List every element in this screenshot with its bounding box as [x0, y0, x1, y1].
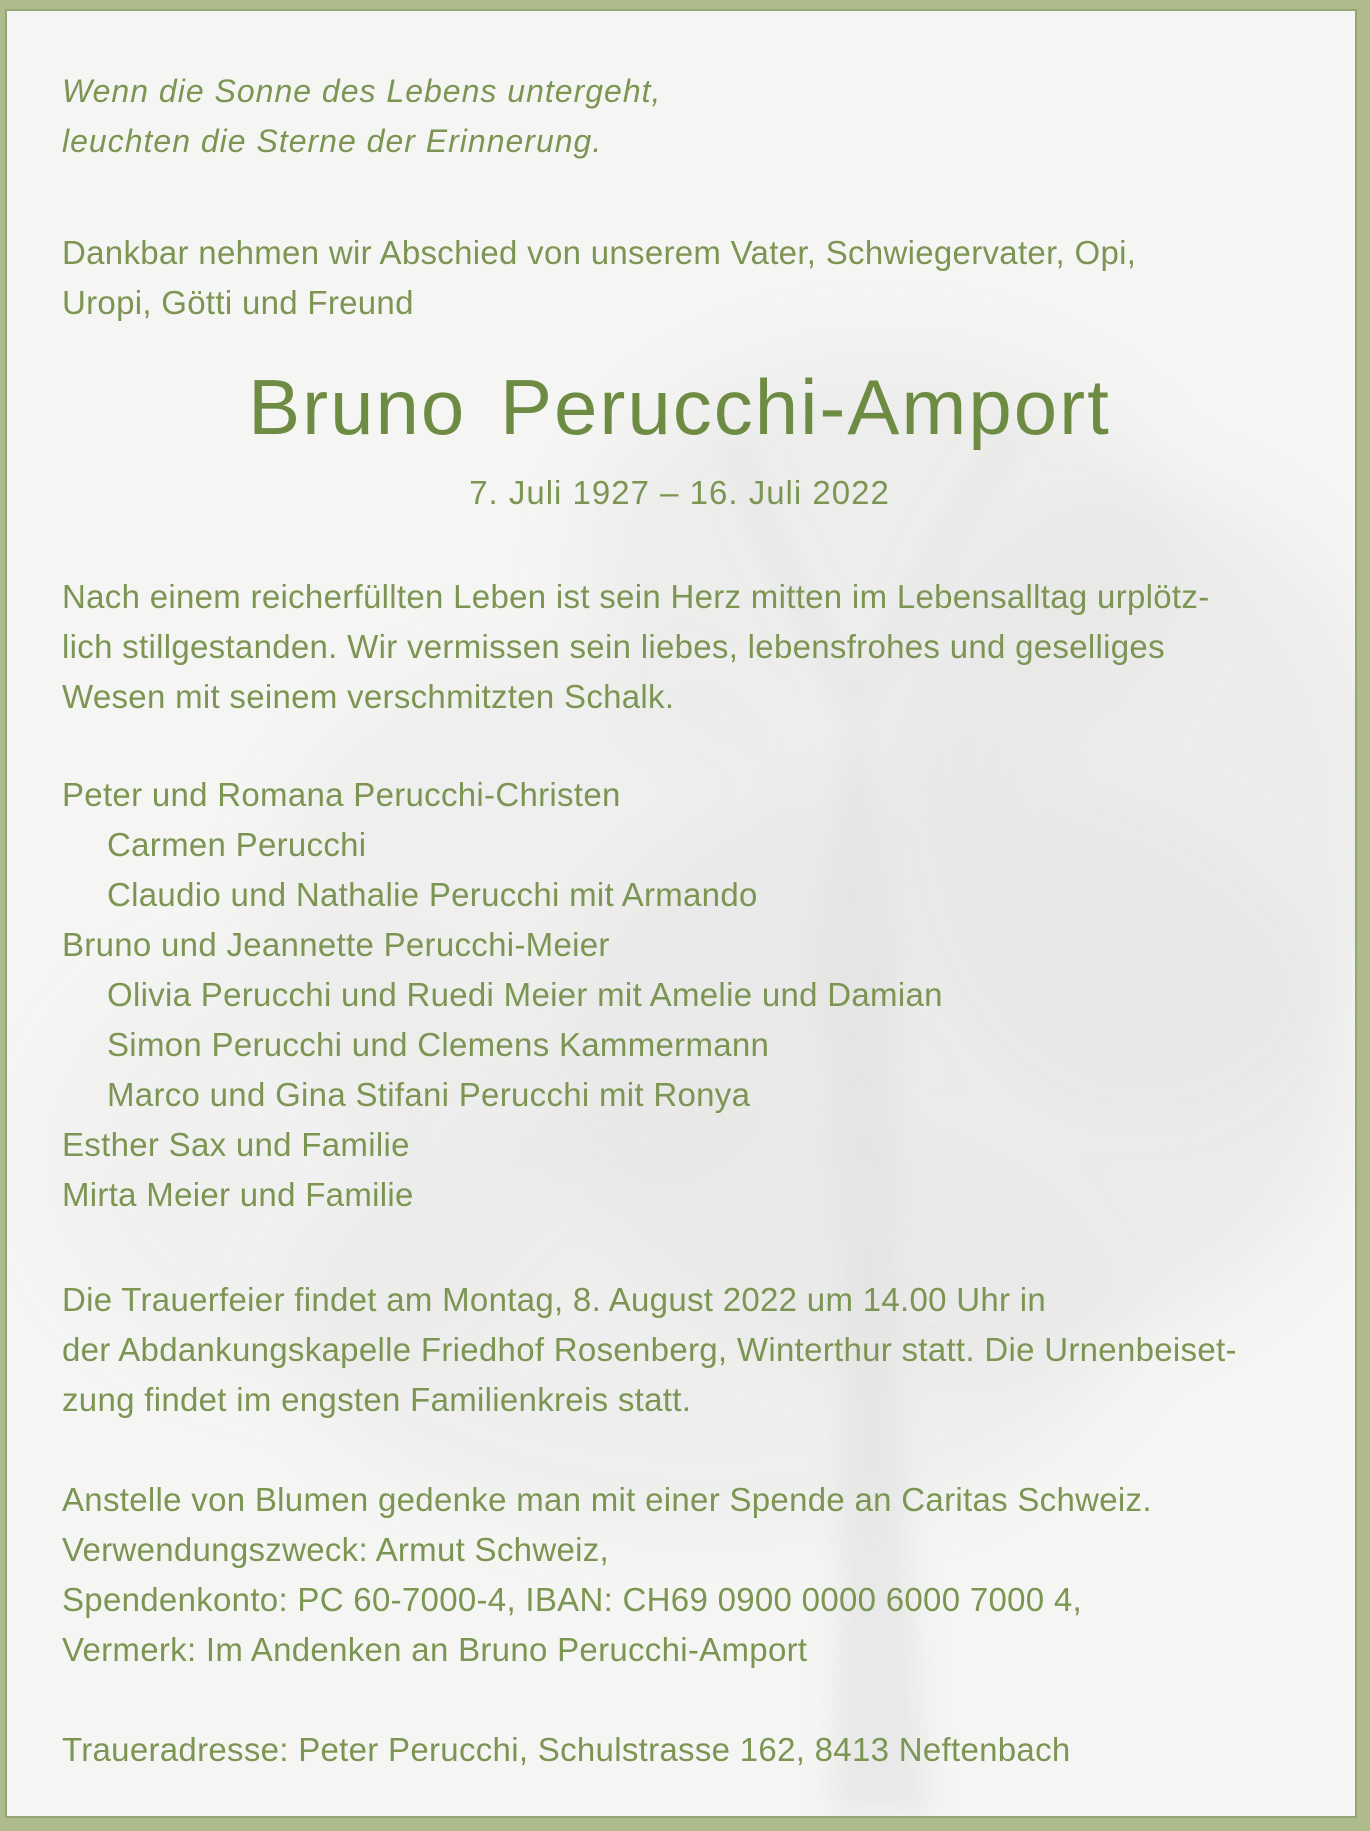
family-member: Simon Perucchi und Clemens Kammermann — [107, 1026, 770, 1063]
service-info — [62, 1275, 1297, 1425]
service-line: Die Trauerfeier findet am Montag, 8. August 2022 um 14.00 Uhr in — [62, 1281, 1047, 1318]
obituary-card — [5, 9, 1357, 1818]
family-member: Mirta Meier und Familie — [62, 1176, 414, 1213]
family-member: Peter und Romana Perucchi-Christen — [62, 776, 621, 813]
donation-line: Anstelle von Blumen gedenke man mit einer Spende an Caritas Schweiz. — [62, 1481, 1152, 1518]
obituary-line: Nach einem reicherfüllten Leben ist sein Herz mitten im Lebensalltag urplötz- — [62, 578, 1210, 615]
family-list — [62, 770, 1297, 1220]
intro-line: Dankbar nehmen wir Abschied von unserem Vater, Schwiegervater, Opi, — [62, 234, 1137, 271]
family-member: Claudio und Nathalie Perucchi mit Armando — [107, 876, 758, 913]
farewell-intro — [62, 228, 1297, 328]
donation-line: Spendenkonto: PC 60-7000-4, IBAN: CH69 0900 0000 6000 7000 4, — [62, 1581, 1083, 1618]
life-dates: 7. Juli 1927 – 16. Juli 2022 — [469, 474, 890, 511]
epigraph-line: leuchten die Sterne der Erinnerung. — [62, 123, 603, 159]
obituary-content — [7, 11, 1355, 1816]
service-line: der Abdankungskapelle Friedhof Rosenberg, Winterthur statt. Die Urnenbeiset- — [62, 1331, 1237, 1368]
family-member: Carmen Perucchi — [107, 826, 367, 863]
intro-line: Uropi, Götti und Freund — [62, 284, 414, 321]
family-member: Marco und Gina Stifani Perucchi mit Ronya — [107, 1076, 751, 1113]
donation-info — [62, 1475, 1297, 1675]
service-line: zung findet im engsten Familienkreis statt. — [62, 1381, 692, 1418]
family-member: Esther Sax und Familie — [62, 1126, 410, 1163]
family-member: Olivia Perucchi und Ruedi Meier mit Amelie und Damian — [107, 976, 943, 1013]
deceased-name: Bruno Perucchi-Amport — [248, 363, 1111, 451]
donation-line: Verwendungszweck: Armut Schweiz, — [62, 1531, 610, 1568]
donation-line: Vermerk: Im Andenken an Bruno Perucchi-Amport — [62, 1631, 808, 1668]
obituary-line: Wesen mit seinem verschmitzten Schalk. — [62, 678, 675, 715]
epigraph-line: Wenn die Sonne des Lebens untergeht, — [62, 73, 662, 109]
family-member: Bruno und Jeannette Perucchi-Meier — [62, 926, 610, 963]
obituary-line: lich stillgestanden. Wir vermissen sein liebes, lebensfrohes und geselliges — [62, 628, 1165, 665]
mourning-address: Traueradresse: Peter Perucchi, Schulstrasse 162, 8413 Neftenbach — [62, 1731, 1071, 1768]
obituary-text — [62, 572, 1297, 722]
epigraph — [62, 66, 1297, 166]
